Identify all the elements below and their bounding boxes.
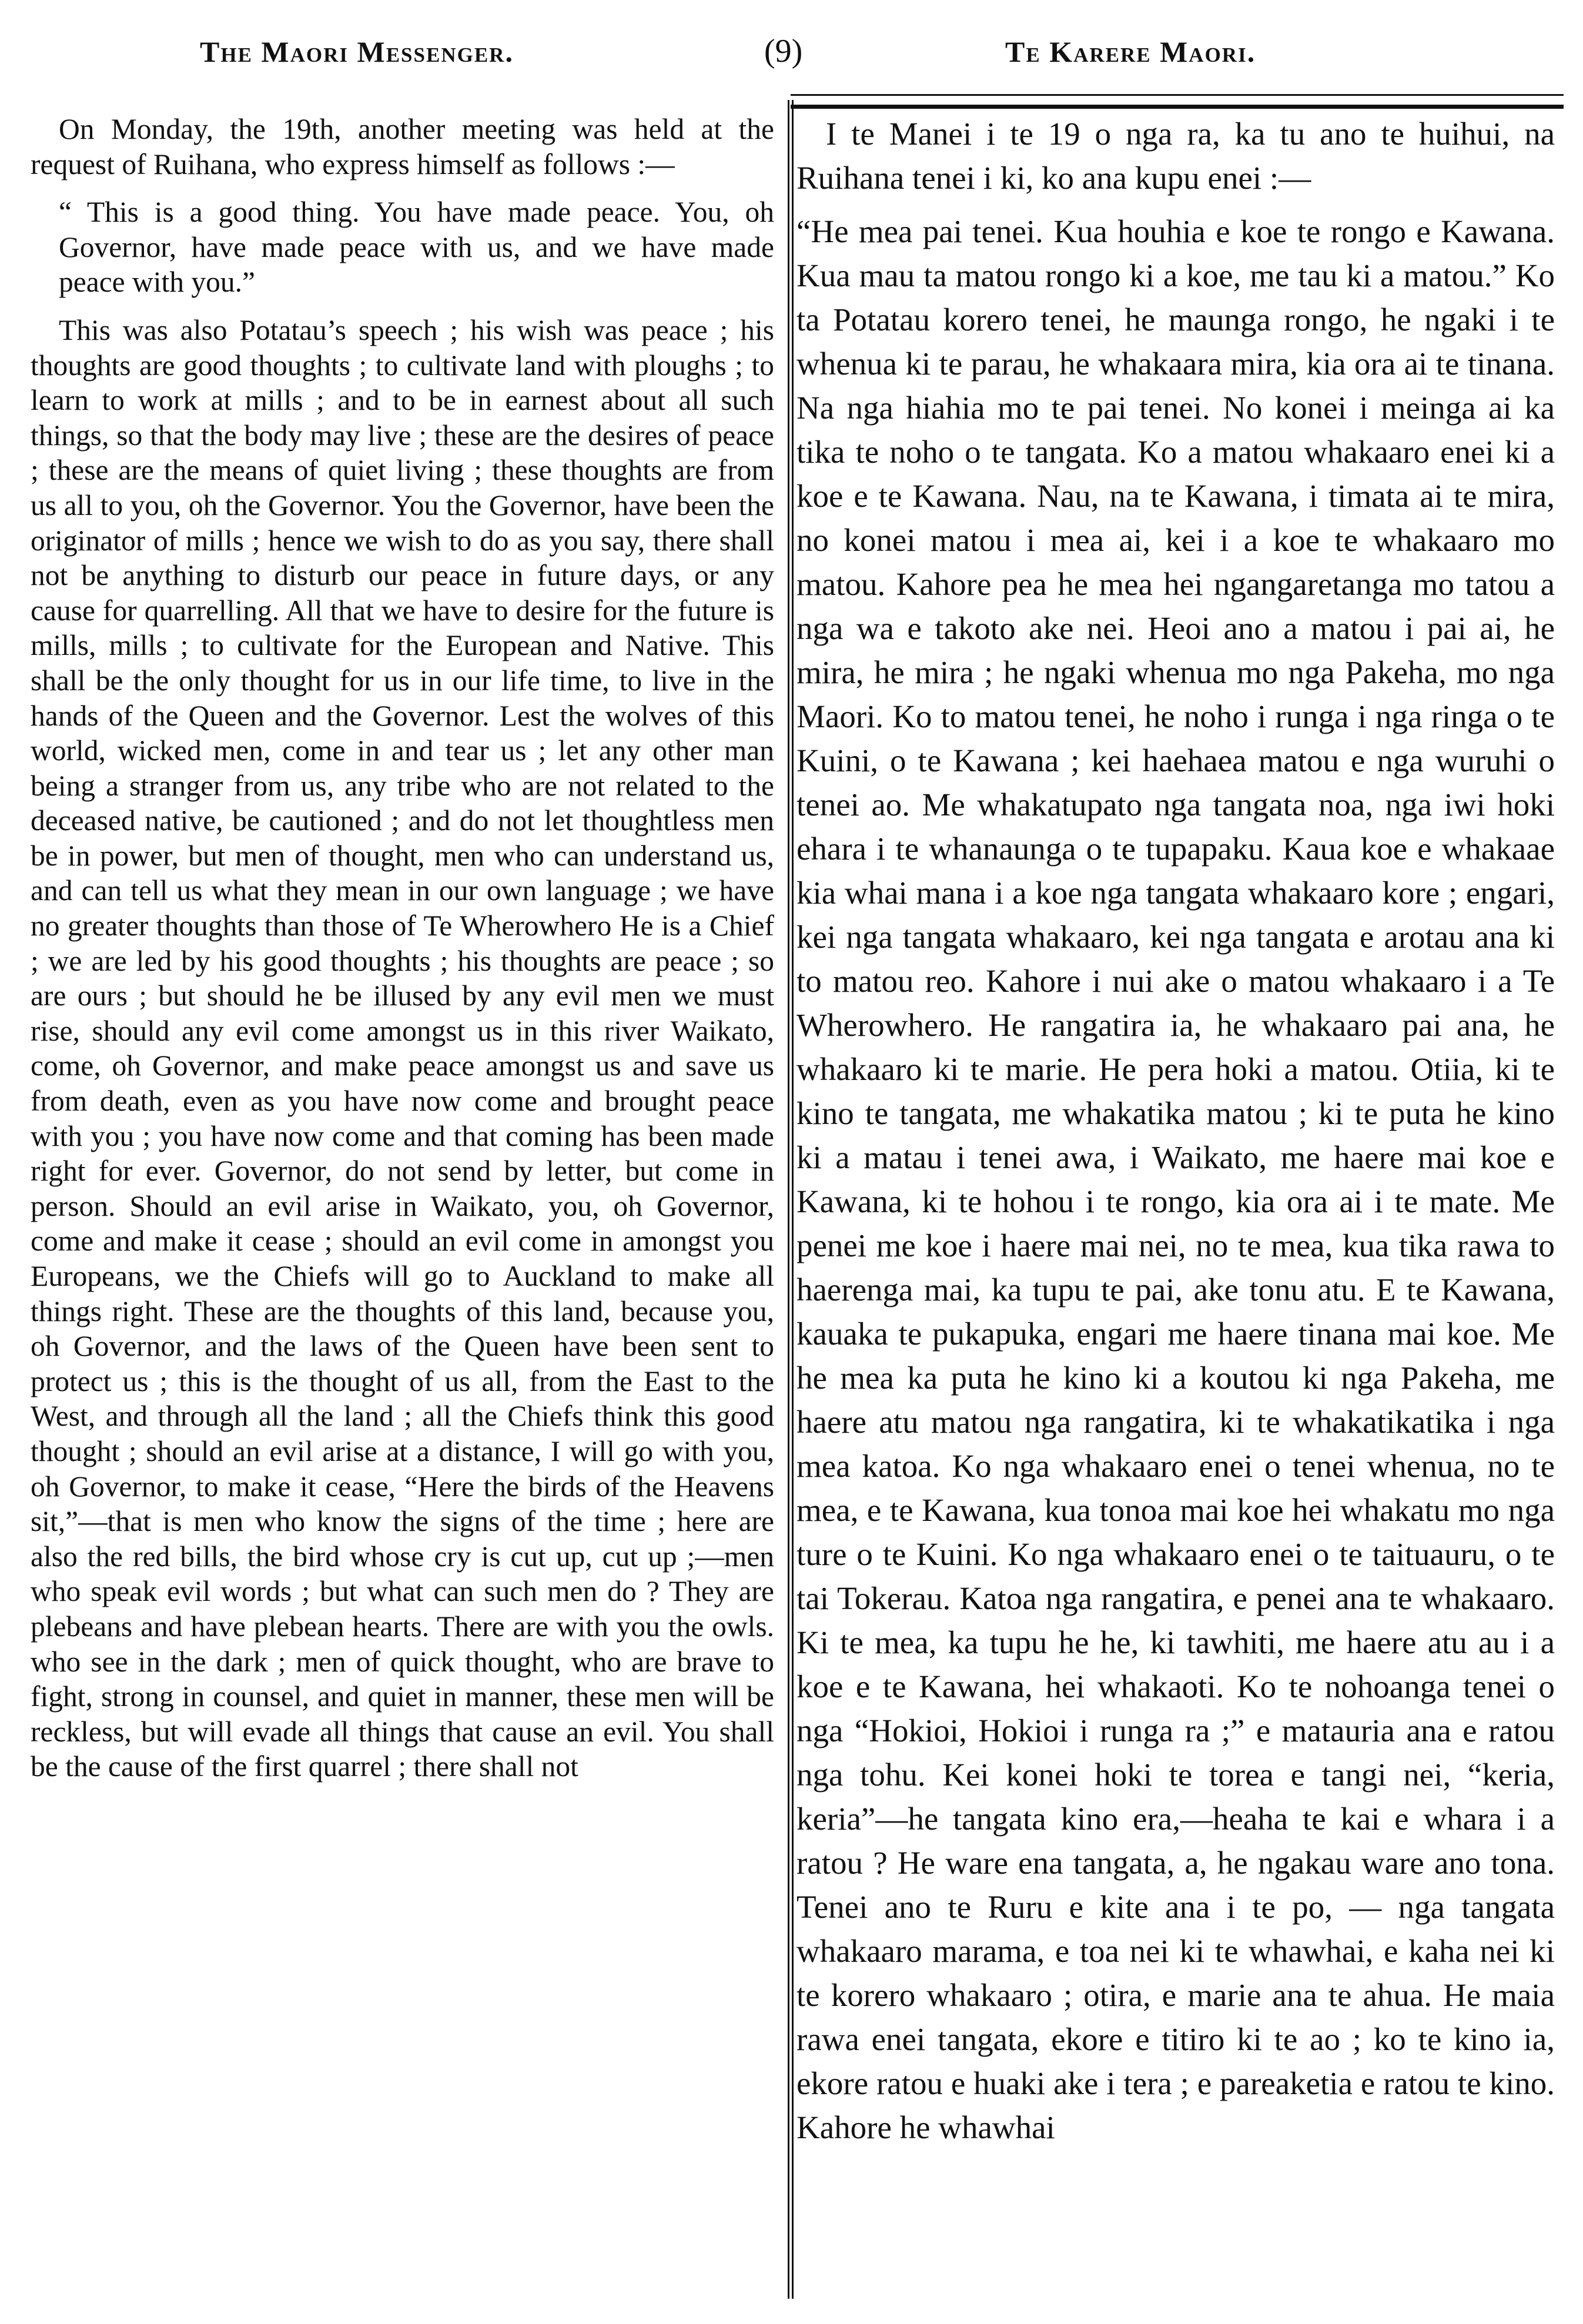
maori-paragraph-speech: “He mea pai tenei. Kua houhia e koe te rongo e Kawana. Kua mau ta matou rongo ki a koe, me tau ki a matou.” Ko ta Potatau korero tenei, he maunga rongo, he ngaki i te whenua ki te parau, he whakaara mira, kia ora ai te tinana. Na nga hiahia mo te pai tenei. No konei i meinga ai ka tika te noho o te tangata. Ko a matou whakaaro enei ki a koe e te Kawana. Nau, na te Kawana, i timata ai te mira, no konei matou i mea ai, kei i a koe te whakaaro mo matou. Kahore pea he mea hei ngangaretanga mo tatou a nga wa e takoto ake nei. Heoi ano a matou i pai ai, he mira, he mira ; he ngaki whenua mo nga Pakeha, mo nga Maori. Ko to matou tenei, he noho i runga i nga ringa o te Kuini, o te Kawana ; kei haehaea matou e nga wuruhi o tenei ao. Me whakatupato nga tangata noa, nga iwi hoki ehara i te whanaunga o te tupapaku. Kaua koe e whakaae kia whai mana i a koe nga tangata whakaaro kore ; engari, kei nga tangata whakaaro, kei nga tangata e arotau ana ki to matou reo. Kahore i nui ake o matou whakaaro i a Te Wherowhero. He rangatira ia, he whakaaro pai ana, he whakaaro ki te marie. He pera hoki a matou. Otiia, ki te kino te tangata, me whakatika matou ; ki te puta he kino ki a matau i tenei awa, i Waikato, me haere mai koe e Kawana, ki te hohou i te rongo, kia ora ai i te mate. Me penei me koe i haere mai nei, no te mea, kua tika rawa to haerenga mai, ka tupu te pai, ake tonu atu. E te Kawana, kauaka te pukapuka, engari me haere tinana mai koe. Me he mea ka puta he kino ki a koutou ki nga Pakeha, me haere atu matou nga rangatira, ki te whakatikatika i nga mea katoa. Ko nga whakaaro enei o tenei whenua, no te mea, e te Kawana, kua tonoa mai koe hei whakatu mo nga ture o te Kuini. Ko nga whakaaro enei o te taituauru, o te tai Tokerau. Katoa nga rangatira, e penei ana te whakaaro. Ki te mea, ka tupu he he, ki tawhiti, me haere atu au i a koe e te Kawana, hei whakaoti. Ko te nohoanga tenei o nga “Hokioi, Hokioi i runga ra ;” e matauria ana e ratou nga tohu. Kei konei hoki te torea e tangi nei, “keria, keria”—he tangata kino era,—heaha te kai e whara i a ratou ? He ware ena tangata, a, he ngakau ware ano tona. Tenei ano te Ruru e kite ana i te po, — nga tangata whakaaro marama, e toa nei ki te whawhai, e kaha nei ki te korero whakaaro ; otira, e marie ana te ahua. He maia rawa enei tangata, ekore e titiro ki te ao ; ko te kino ia, ekore ratou e huaki ake i tera ; e pareaketia e ratou te kino. Kahore he whawhai <box>796 213 1555 2145</box>
header-rule-thick <box>791 105 1564 109</box>
english-paragraph-quote: “ This is a good thing. You have made peace. You, oh Governor, have made peace with us, and we have made peace with you.” <box>59 196 774 299</box>
header-title-english: The Maori Messenger. <box>200 35 514 68</box>
english-column <box>31 112 774 1784</box>
maori-column <box>796 112 1555 2149</box>
maori-paragraph-intro: I te Manei i te 19 o nga ra, ka tu ano te huihui, na Ruihana tenei i ki, ko ana kupu enei :— <box>796 116 1555 196</box>
column-divider <box>788 100 794 2299</box>
english-paragraph-speech: This was also Potatau’s speech ; his wish was peace ; his thoughts are good thoughts ; to cultivate land with ploughs ; to learn to work at mills ; and to be in earnest about all such things, so that the body may live ; these are the desires of peace ; these are the means of quiet living ; these thoughts are from us all to you, oh the Governor. You the Governor, have been the originator of mills ; hence we wish to do as you say, there shall not be anything to disturb our peace in future days, or any cause for quarrelling. All that we have to desire for the future is mills, mills ; to cultivate for the European and Native. This shall be the only thought for us in our life time, to live in the hands of the Queen and the Governor. Lest the wolves of this world, wicked men, come in and tear us ; let any other man being a stranger from us, any tribe who are not related to the deceased native, be cautioned ; and do not let thoughtless men be in power, but men of thought, men who can understand us, and can tell us what they mean in our own language ; we have no greater thoughts than those of Te Wherowhero He is a Chief ; we are led by his good thoughts ; his thoughts are peace ; so are ours ; but should he be illused by any evil men we must rise, should any evil come amongst us in this river Waikato, come, oh Governor, and make peace amongst us and save us from death, even as you have now come and brought peace with you ; you have now come and that coming has been made right for ever. Governor, do not send by letter, but come in person. Should an evil arise in Waikato, you, oh Governor, come and make it cease ; should an evil come in amongst you Europeans, we the Chiefs will go to Auckland to make all things right. These are the thoughts of this land, because you, oh Governor, and the laws of the Queen have been sent to protect us ; this is the thought of us all, from the East to the West, and through all the land ; all the Chiefs think this good thought ; should an evil arise at a distance, I will go with you, oh Governor, to make it cease, “Here the birds of the Heavens sit,”—that is men who know the signs of the time ; here are also the red bills, the bird whose cry is cut up, cut up ;—men who speak evil words ; but what can such men do ? They are plebeans and have plebean hearts. There are with you the owls. who see in the dark ; men of quick thought, who are brave to fight, strong in counsel, and quiet in manner, these men will be reckless, but will evade all things that cause an evil. You shall be the cause of the first quarrel ; there shall not <box>31 313 774 1783</box>
header-title-maori: Te Karere Maori. <box>1005 35 1256 68</box>
header-rule-thin <box>791 94 1564 96</box>
page-number: (9) <box>764 33 803 69</box>
english-paragraph-intro: On Monday, the 19th, another meeting was held at the request of Ruihana, who express himself as follows :— <box>31 113 774 180</box>
page-header <box>0 26 1583 91</box>
